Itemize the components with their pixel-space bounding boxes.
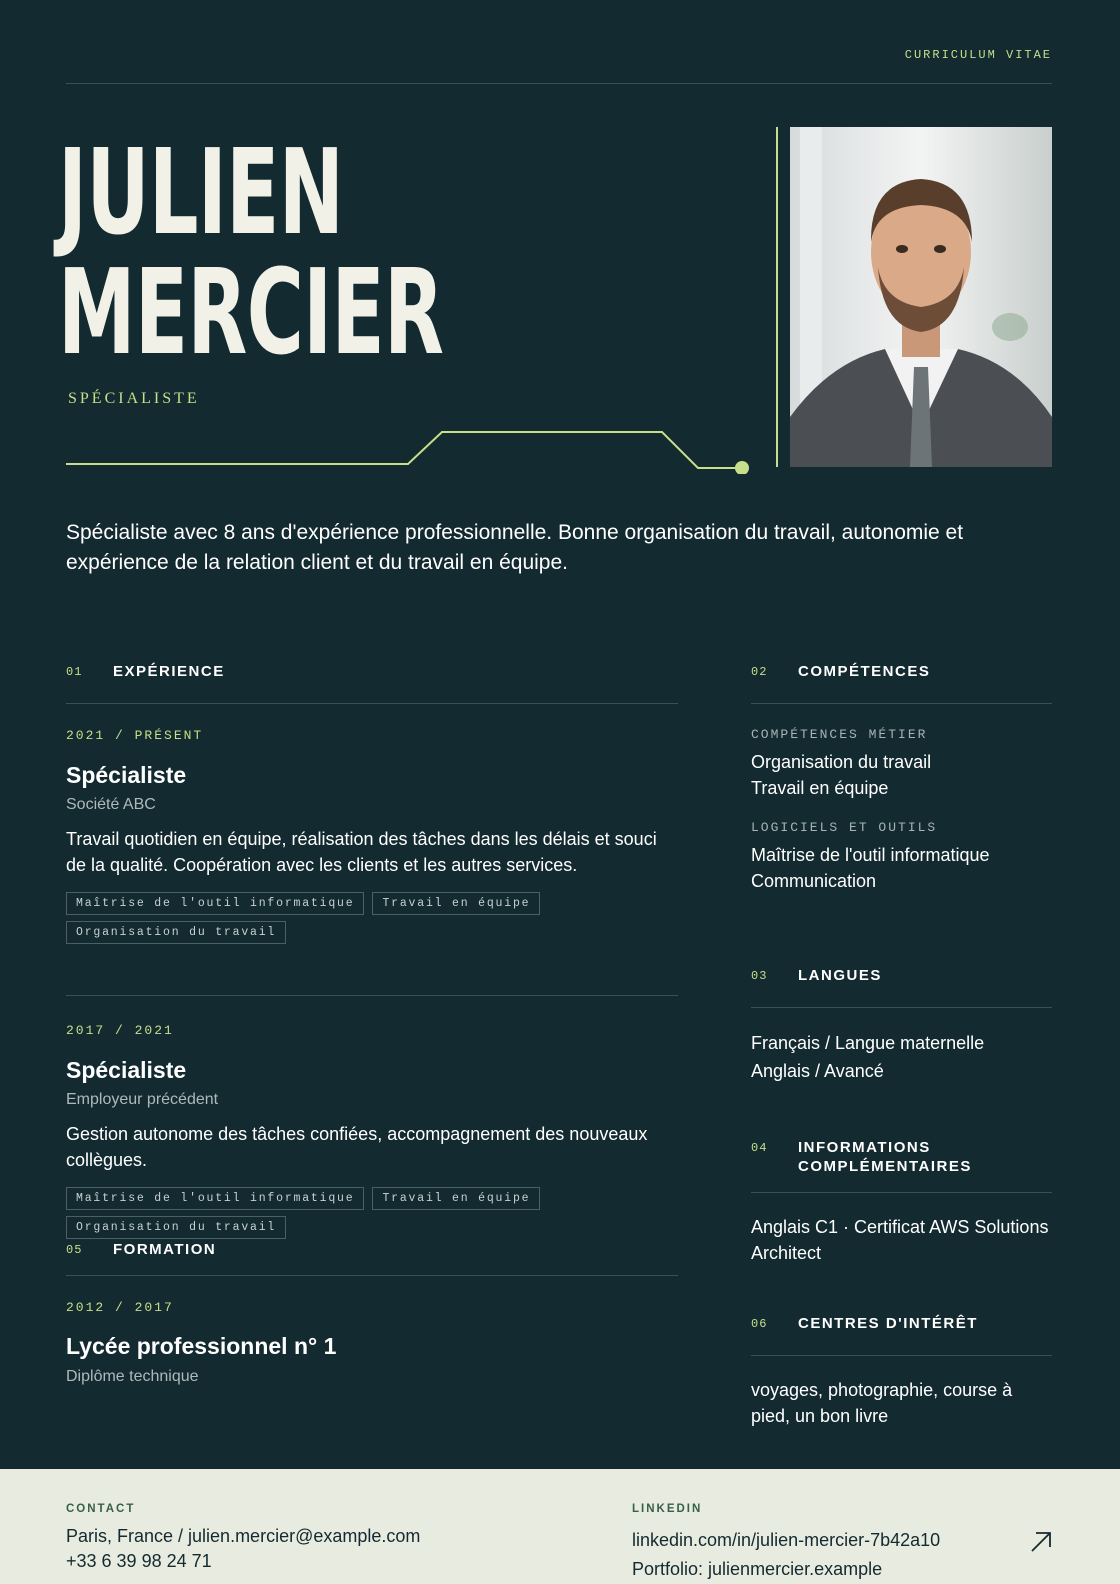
skill-tag: Travail en équipe [372, 1187, 540, 1210]
language-item: Anglais / Avancé [751, 1061, 884, 1081]
job-title: Spécialiste [66, 1057, 187, 1083]
languages-list [751, 1029, 1051, 1085]
skills-group-items [751, 749, 1051, 801]
section-number: 03 [751, 969, 768, 983]
skill-tag: Organisation du travail [66, 1216, 286, 1239]
job-title: Spécialiste [66, 762, 187, 788]
portfolio-link[interactable]: Portfolio: julienmercier.example [632, 1559, 883, 1579]
arrow-up-right-icon[interactable] [1030, 1531, 1052, 1553]
education-period: 2012 / 2017 [66, 1300, 174, 1315]
contact-label: CONTACT [66, 1503, 136, 1515]
contact-address-email[interactable]: Paris, France / julien.mercier@example.com [66, 1526, 421, 1546]
additional-info-header [751, 1138, 1052, 1193]
contact-phone[interactable]: +33 6 39 98 24 71 [66, 1551, 212, 1571]
section-title: COMPÉTENCES [798, 663, 931, 680]
job-description: Gestion autonome des tâches confiées, accompagnement des nouveaux collègues. [66, 1124, 648, 1170]
additional-info-text: Anglais C1 · Certificat AWS Solutions Architect [751, 1217, 1049, 1263]
skill-tag: Travail en équipe [372, 892, 540, 915]
linkedin-link[interactable]: linkedin.com/in/julien-mercier-7b42a10 [632, 1530, 941, 1550]
linkedin-label: LINKEDIN [632, 1503, 703, 1515]
job-tags [66, 892, 676, 944]
cv-label: CURRICULUM VITAE [904, 48, 1052, 62]
job-tags [66, 1187, 676, 1239]
job-company: Société ABC [66, 796, 156, 813]
education-header [66, 1240, 678, 1276]
section-title: EXPÉRIENCE [113, 663, 225, 680]
experience-header [66, 662, 678, 704]
interests-header [751, 1314, 1052, 1356]
decorative-line [66, 426, 756, 474]
role-title: SPÉCIALISTE [68, 390, 200, 407]
section-number: 01 [66, 665, 83, 679]
profile-photo [790, 127, 1052, 467]
languages-header [751, 966, 1052, 1008]
top-rule [66, 0, 1052, 84]
job-description: Travail quotidien en équipe, réalisation des tâches dans les délais et souci de la qualité. Coopération avec les clients et les autres services. [66, 829, 657, 875]
section-title-line: INFORMATIONS [798, 1139, 931, 1156]
skills-group-heading: COMPÉTENCES MÉTIER [751, 727, 928, 742]
skill-item: Communication [751, 871, 877, 891]
links [632, 1526, 940, 1584]
skill-item: Travail en équipe [751, 778, 889, 798]
skill-tag: Maîtrise de l'outil informatique [66, 1187, 364, 1210]
photo-accent-line [776, 127, 778, 467]
interests-text: voyages, photographie, course à pied, un bon livre [751, 1380, 1013, 1426]
language-item: Français / Langue maternelle [751, 1033, 985, 1053]
section-number: 05 [66, 1243, 83, 1257]
last-name: MERCIER [58, 243, 444, 381]
skill-item: Maîtrise de l'outil informatique [751, 845, 990, 865]
skill-tag: Organisation du travail [66, 921, 286, 944]
section-title: FORMATION [113, 1241, 217, 1258]
section-title: LANGUES [798, 967, 882, 984]
contact-details [66, 1524, 420, 1574]
skills-header [751, 662, 1052, 704]
school-name: Lycée professionnel n° 1 [66, 1333, 337, 1359]
section-title: CENTRES D'INTÉRÊT [798, 1315, 978, 1332]
section-title-line: COMPLÉMENTAIRES [798, 1158, 972, 1175]
section-number: 02 [751, 665, 768, 679]
skills-group-items [751, 842, 1051, 894]
skills-group-heading: LOGICIELS ET OUTILS [751, 820, 938, 835]
intro-summary: Spécialiste avec 8 ans d'expérience professionnelle. Bonne organisation du travail, autonomie et expérience de la relation client et du travail en équipe. [66, 521, 964, 574]
first-name: JULIEN [58, 123, 344, 261]
section-title [798, 1138, 972, 1176]
section-number: 04 [751, 1141, 768, 1155]
contact-footer [0, 1469, 1120, 1584]
skill-tag: Maîtrise de l'outil informatique [66, 892, 364, 915]
full-name [58, 123, 444, 381]
job-period: 2021 / PRÉSENT [66, 728, 204, 743]
job-period: 2017 / 2021 [66, 1023, 174, 1038]
job-company: Employeur précédent [66, 1091, 219, 1108]
job-divider [66, 995, 678, 996]
skill-item: Organisation du travail [751, 752, 932, 772]
degree: Diplôme technique [66, 1368, 199, 1385]
section-number: 06 [751, 1317, 768, 1331]
